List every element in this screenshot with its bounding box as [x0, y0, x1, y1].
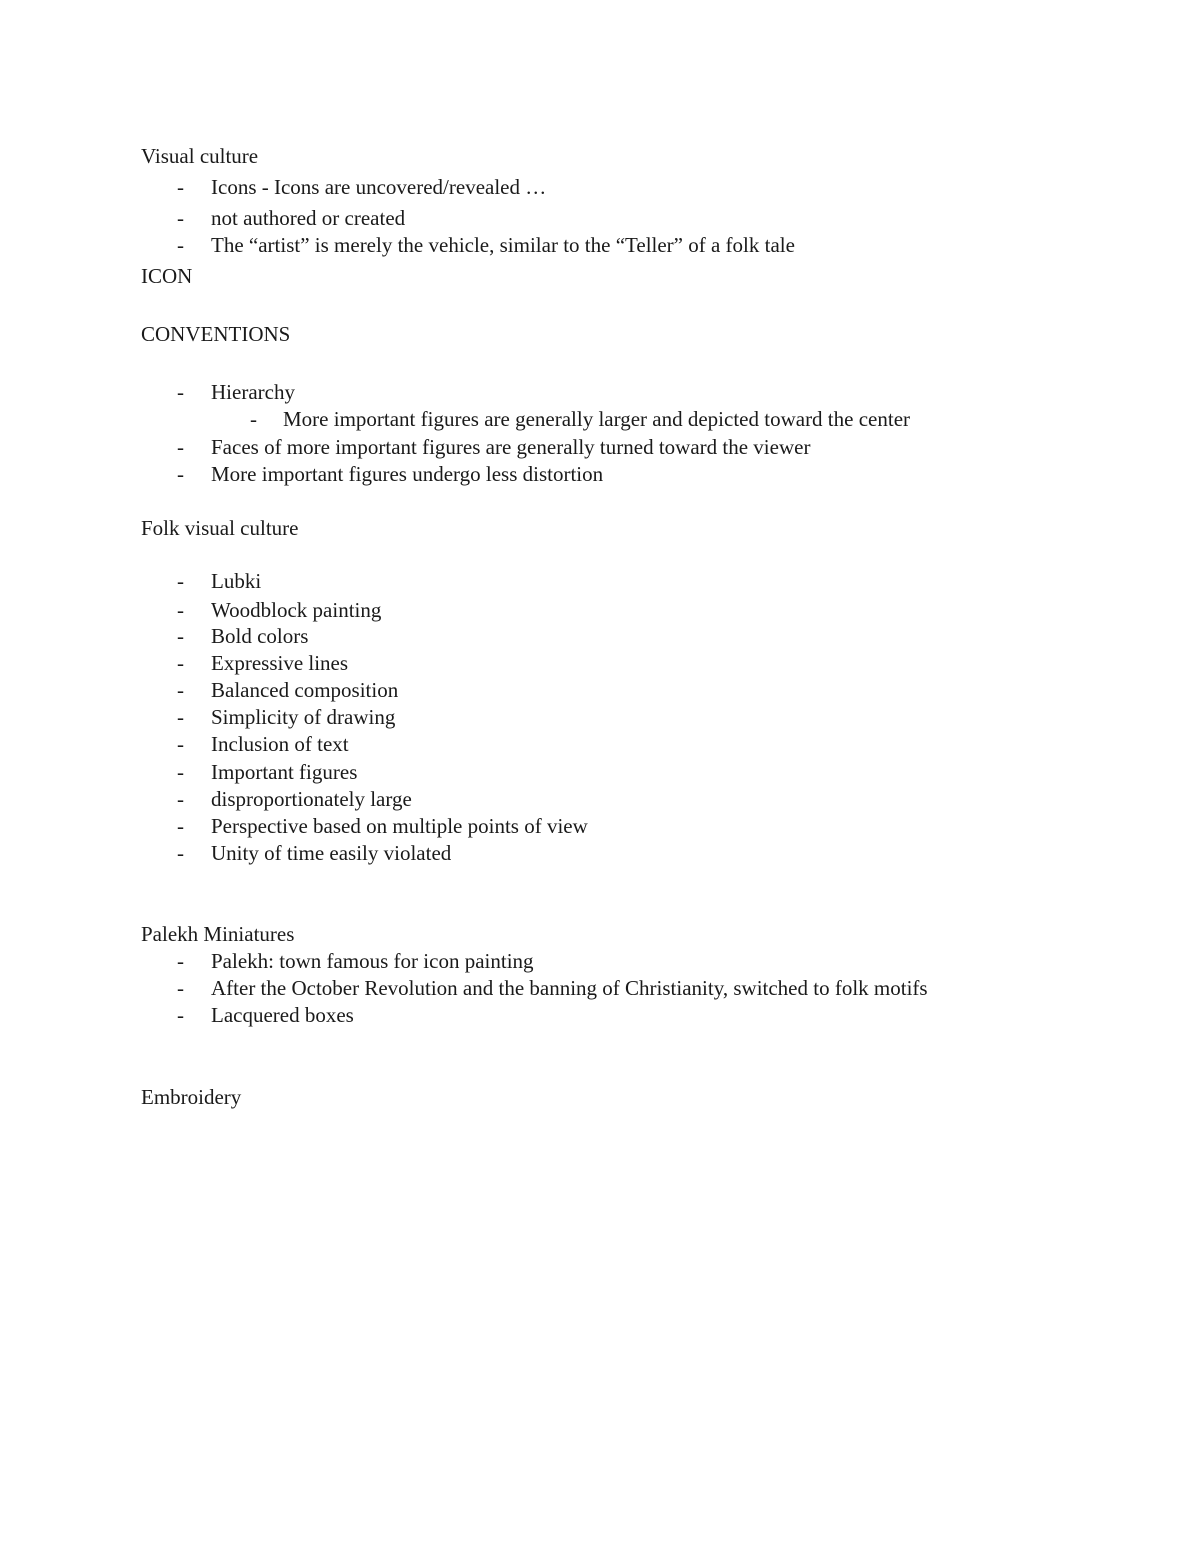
- list-item: [0, 1003, 1200, 1029]
- sub-list-item: [0, 407, 1200, 433]
- list-item-text: disproportionately large: [211, 787, 412, 811]
- list-item: [0, 175, 1200, 201]
- list-item-text: Lubki: [211, 569, 262, 593]
- list-item: [0, 787, 1200, 813]
- list-item: [0, 435, 1200, 461]
- list-item-text: Unity of time easily violated: [211, 841, 452, 865]
- list-item-text: Faces of more important figures are generally turned toward the viewer: [211, 435, 811, 459]
- list-item-text: Perspective based on multiple points of view: [211, 814, 588, 838]
- section-heading-embroidery: Embroidery: [141, 1085, 242, 1109]
- list-item-text: Hierarchy: [211, 380, 295, 404]
- bullet-dash: -: [177, 233, 184, 257]
- bullet-dash: -: [177, 949, 184, 973]
- list-item-text: After the October Revolution and the banning of Christianity, switched to folk motifs: [211, 976, 928, 1000]
- list-item-text: Icons - Icons are uncovered/revealed …: [211, 175, 547, 199]
- list-item: [0, 598, 1200, 624]
- list-item: [0, 624, 1200, 650]
- bullet-dash: -: [177, 206, 184, 230]
- list-item: [0, 814, 1200, 840]
- bullet-dash: -: [177, 976, 184, 1000]
- section-heading-visual-culture: Visual culture: [141, 144, 259, 168]
- bullet-dash: -: [177, 760, 184, 784]
- bullet-dash: -: [177, 435, 184, 459]
- list-item: [0, 678, 1200, 704]
- bullet-dash: -: [177, 1003, 184, 1027]
- list-item-text: Woodblock painting: [211, 598, 382, 622]
- list-item: [0, 206, 1200, 232]
- bullet-dash: -: [177, 814, 184, 838]
- list-item: [0, 841, 1200, 867]
- bullet-dash: -: [177, 380, 184, 404]
- section-heading-conventions: CONVENTIONS: [141, 322, 291, 346]
- list-item: [0, 976, 1200, 1002]
- bullet-dash: -: [177, 732, 184, 756]
- bullet-dash: -: [177, 624, 184, 648]
- list-item: [0, 760, 1200, 786]
- bullet-dash: -: [250, 407, 257, 431]
- bullet-dash: -: [177, 787, 184, 811]
- list-item: [0, 380, 1200, 406]
- bullet-dash: -: [177, 462, 184, 486]
- bullet-dash: -: [177, 678, 184, 702]
- list-item-text: More important figures undergo less distortion: [211, 462, 604, 486]
- section-heading-palekh-miniatures: Palekh Miniatures: [141, 922, 295, 946]
- list-item-text: The “artist” is merely the vehicle, similar to the “Teller” of a folk tale: [211, 233, 795, 257]
- bullet-dash: -: [177, 841, 184, 865]
- list-item: [0, 705, 1200, 731]
- list-item: [0, 569, 1200, 595]
- section-heading-icon: ICON: [141, 264, 193, 288]
- list-item-text: Inclusion of text: [211, 732, 349, 756]
- list-item: [0, 462, 1200, 488]
- list-item: [0, 651, 1200, 677]
- list-item-text: Balanced composition: [211, 678, 399, 702]
- list-item: [0, 949, 1200, 975]
- sub-list-item-text: More important figures are generally larger and depicted toward the center: [283, 407, 911, 431]
- list-item: [0, 732, 1200, 758]
- list-item-text: Simplicity of drawing: [211, 705, 396, 729]
- list-item: [0, 233, 1200, 259]
- bullet-dash: -: [177, 569, 184, 593]
- bullet-dash: -: [177, 705, 184, 729]
- list-item-text: not authored or created: [211, 206, 406, 230]
- section-heading-folk-visual-culture: Folk visual culture: [141, 516, 299, 540]
- bullet-dash: -: [177, 175, 184, 199]
- list-item-text: Palekh: town famous for icon painting: [211, 949, 534, 973]
- bullet-dash: -: [177, 598, 184, 622]
- list-item-text: Expressive lines: [211, 651, 349, 675]
- list-item-text: Bold colors: [211, 624, 309, 648]
- bullet-dash: -: [177, 651, 184, 675]
- list-item-text: Important figures: [211, 760, 358, 784]
- list-item-text: Lacquered boxes: [211, 1003, 354, 1027]
